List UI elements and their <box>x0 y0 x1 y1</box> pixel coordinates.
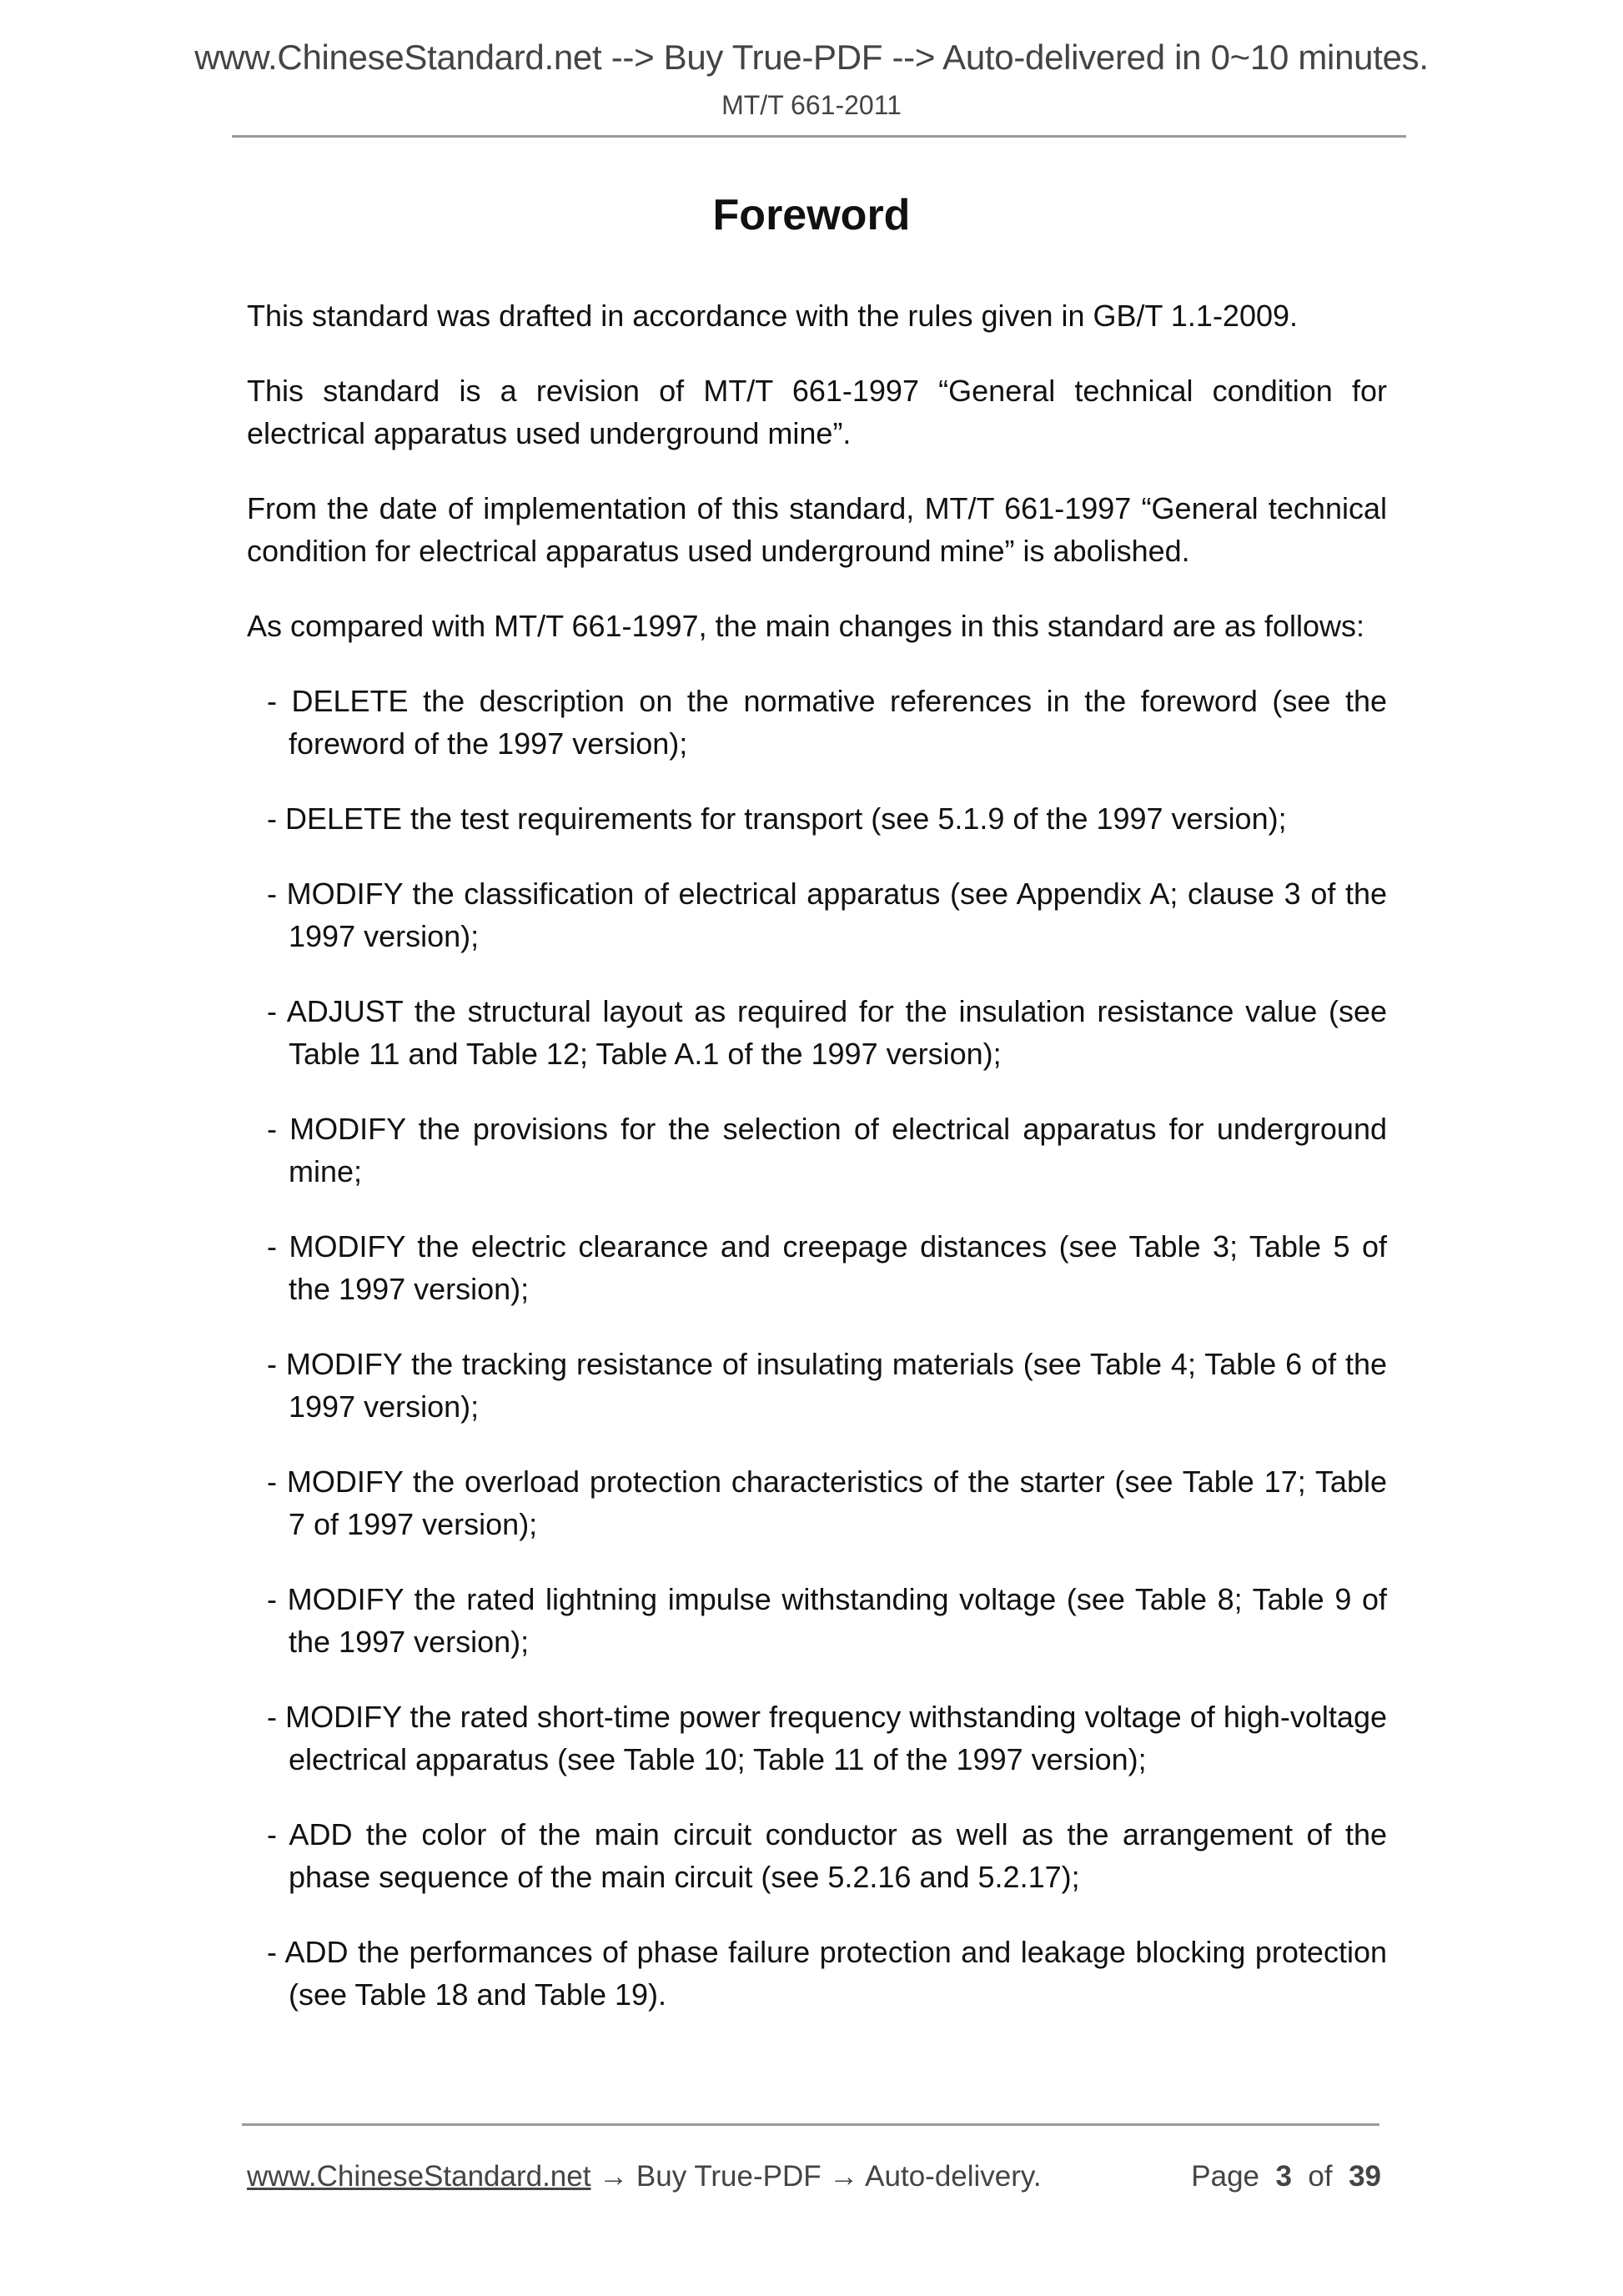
paragraph: From the date of implementation of this standard, MT/T 661-1997 “General technical condition for electrical apparatus used underground mine” is abolished. <box>247 491 1387 568</box>
page-total: 39 <box>1349 2160 1381 2193</box>
change-item: - MODIFY the electric clearance and creepage distances (see Table 3; Table 5 of the 1997 version); <box>267 1229 1387 1306</box>
paragraph: This standard is a revision of MT/T 661-1997 “General technical condition for electrical apparatus used underground mine”. <box>247 374 1387 450</box>
change-item: - DELETE the test requirements for transport (see 5.1.9 of the 1997 version); <box>267 801 1287 836</box>
page-label: Page <box>1191 2160 1260 2193</box>
header-site-banner: www.ChineseStandard.net --> Buy True-PDF --> Auto-delivered in 0~10 minutes. <box>194 38 1429 77</box>
change-item: - MODIFY the provisions for the selection of electrical apparatus for underground mine; <box>267 1112 1387 1188</box>
change-item: - MODIFY the rated short-time power frequency withstanding voltage of high-voltage electrical apparatus (see Table 10; Table 11 of the 1997 version); <box>267 1700 1387 1776</box>
paragraph: As compared with MT/T 661-1997, the main changes in this standard are as follows: <box>247 609 1365 643</box>
footer-divider <box>242 2123 1379 2126</box>
header-standard-code: MT/T 661-2011 <box>721 90 902 120</box>
change-item: - ADD the performances of phase failure protection and leakage blocking protection (see Table 18 and Table 19). <box>267 1935 1387 2012</box>
of-label: of <box>1308 2160 1333 2193</box>
change-item: - MODIFY the rated lightning impulse withstanding voltage (see Table 8; Table 9 of the 1997 version); <box>267 1582 1387 1659</box>
paragraph: This standard was drafted in accordance with the rules given in GB/T 1.1-2009. <box>247 299 1299 333</box>
change-item: - ADD the color of the main circuit conductor as well as the arrangement of the phase sequence of the main circuit (see 5.2.16 and 5.2.17); <box>267 1817 1387 1894</box>
page-title: Foreword <box>712 191 911 239</box>
change-item: - ADJUST the structural layout as required for the insulation resistance value (see Table 11 and Table 12; Table A.1 of the 1997 version); <box>267 994 1387 1071</box>
change-item: - MODIFY the overload protection characteristics of the starter (see Table 17; Table 7 of 1997 version); <box>267 1465 1387 1541</box>
page-number: 3 <box>1275 2160 1292 2193</box>
footer-promo-text: → Buy True-PDF → Auto-delivery. <box>590 2160 1042 2193</box>
change-item: - MODIFY the classification of electrical apparatus (see Appendix A; clause 3 of the 1997 version); <box>267 877 1387 953</box>
header-divider <box>232 135 1406 138</box>
footer-promo <box>247 2160 1042 2193</box>
footer <box>247 2160 1381 2193</box>
change-item: - DELETE the description on the normative references in the foreword (see the foreword of the 1997 version); <box>267 684 1387 761</box>
document-body <box>247 294 1387 2048</box>
footer-site-link[interactable]: www.ChineseStandard.net <box>247 2160 591 2193</box>
page-indicator <box>1191 2160 1381 2193</box>
change-item: - MODIFY the tracking resistance of insulating materials (see Table 4; Table 6 of the 1997 version); <box>267 1347 1387 1424</box>
